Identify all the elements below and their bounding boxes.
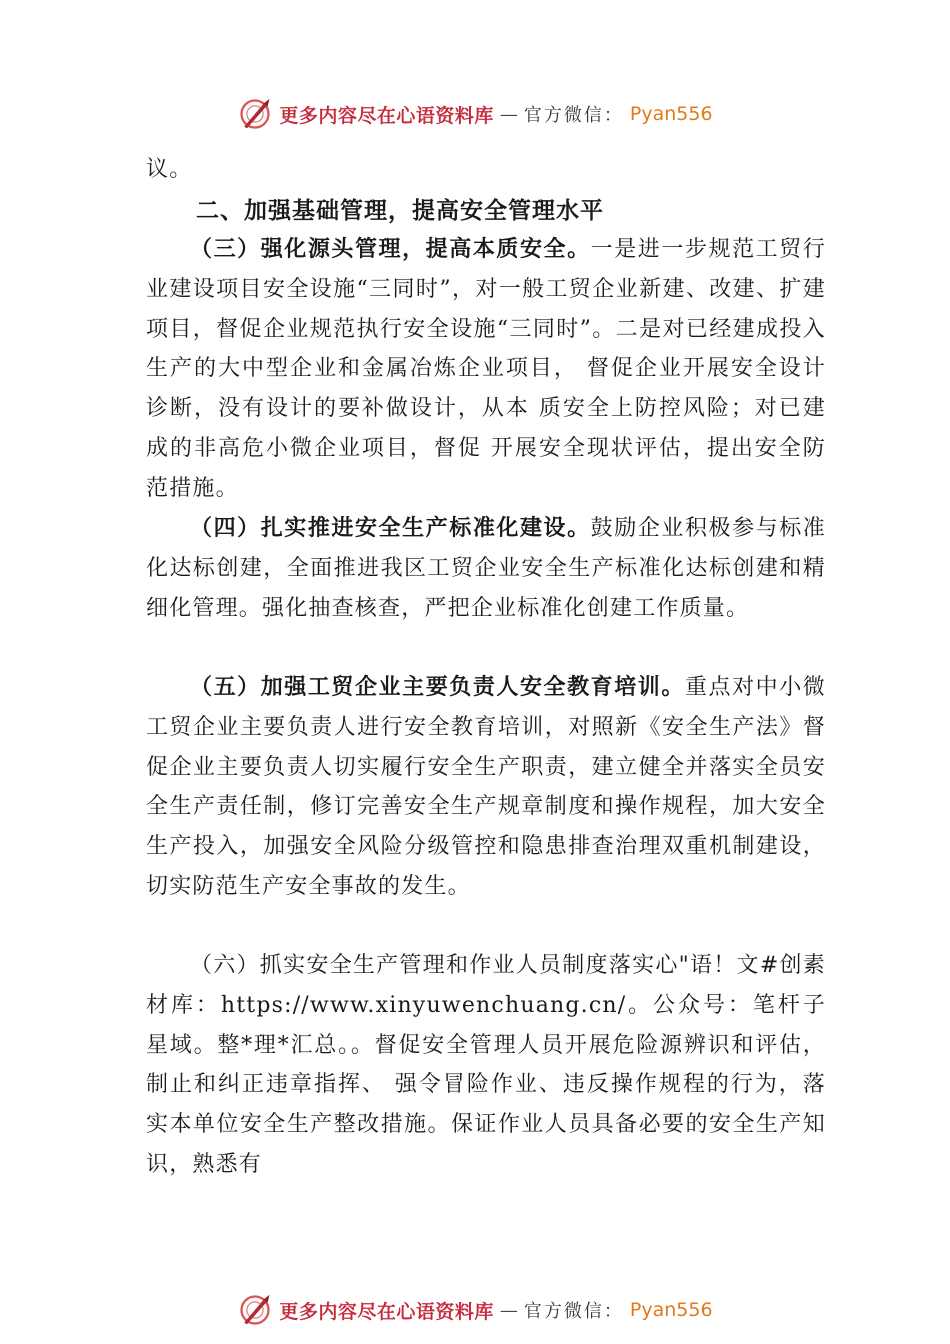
banner-wechat-id: Pyan556 xyxy=(629,103,713,125)
banner-official-label: 官方微信： xyxy=(523,105,624,126)
continuation-text: 议。 xyxy=(146,157,193,182)
paragraph-standardization xyxy=(146,509,826,628)
paragraph-lead: （五）加强工贸企业主要负责人安全教育培训。 xyxy=(190,674,685,700)
banner-official-label: 官方微信： xyxy=(523,1301,624,1322)
banner-wechat-id: Pyan556 xyxy=(629,1299,713,1321)
paragraph-body: 重点对中小微工贸企业主要负责人进行安全教育培训，对照新《安全生产法》督促企业主要负责人切实履行安全生产职责，建立健全并落实全员安全生产责任制，修订完善安全生产规章制度和操作规程，加大安全生产投入，加强安全风险分级管控和隐患排查治理双重机制建设，切实防范生产安全事故的发生。 xyxy=(146,675,826,899)
quill-logo-icon xyxy=(237,1292,273,1328)
paragraph-personnel xyxy=(146,946,826,1185)
section-heading: 二、加强基础管理，提高安全管理水平 xyxy=(196,198,604,224)
banner-separator: — xyxy=(499,103,518,125)
quill-logo-icon xyxy=(237,96,273,132)
footer-banner xyxy=(0,1290,950,1330)
paragraph-source-management xyxy=(146,230,826,509)
paragraph-training xyxy=(146,668,826,907)
banner-separator: — xyxy=(499,1299,518,1321)
banner-brand-text: 更多内容尽在心语资料库 xyxy=(279,1300,494,1323)
header-banner xyxy=(0,94,950,134)
paragraph-lead: （四）扎实推进安全生产标准化建设。 xyxy=(190,515,591,541)
banner-brand-text: 更多内容尽在心语资料库 xyxy=(279,104,494,127)
paragraph-body: 一是进一步规范工贸行业建设项目安全设施“三同时”，对一般工贸企业新建、改建、扩建项目，督促企业规范执行安全设施“三同时”。二是对已经建成投入生产的大中型企业和金属冶炼企业项目， 督促企业开展安全设计诊断，没有设计的要补做设计，从本 质安全上防控风险；对已建成的非高危小微企业项目，督促 开展安全现状评估，提出安全防范措施。 xyxy=(146,237,826,501)
paragraph-lead: （三）强化源头管理，提高本质安全。 xyxy=(190,236,591,262)
paragraph-body: （六）抓实安全生产管理和作业人员制度落实心"语！文#创素材库：https://www.xinyuwenchuang.cn/。公众号：笔杆子星域。整*理*汇总。。督促安全管理人员开展危险源辨识和评估，制止和纠正违章指挥、 强令冒险作业、违反操作规程的行为，落实本单位安全生产整改措施。保证作业人员具备必要的安全生产知识，熟悉有 xyxy=(146,953,826,1177)
paragraph-body: 鼓励企业积极参与标准化达标创建，全面推进我区工贸企业安全生产标准化达标创建和精细化管理。强化抽查核查，严把企业标准化创建工作质量。 xyxy=(146,516,826,621)
